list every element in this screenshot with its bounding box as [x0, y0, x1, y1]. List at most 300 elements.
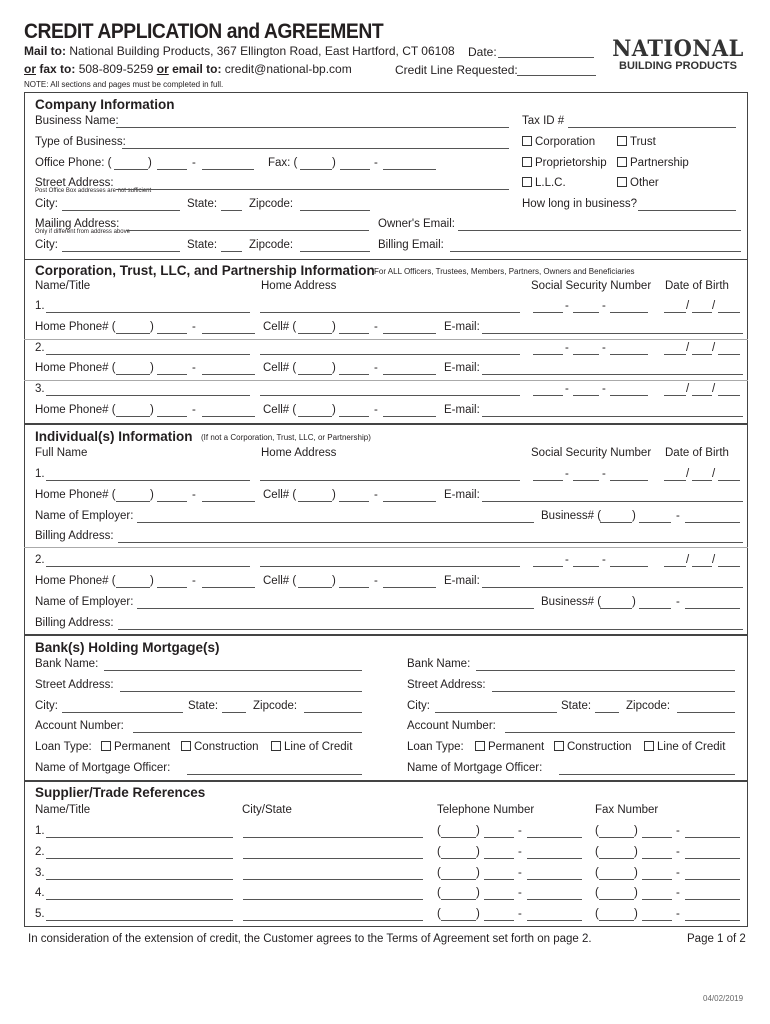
corp-cell-line[interactable] — [383, 333, 436, 334]
corp-home-line[interactable] — [202, 416, 255, 417]
slash: / — [712, 554, 716, 566]
bank-account-field[interactable] — [133, 732, 362, 733]
ind-cell-line[interactable] — [383, 587, 436, 588]
individual-section-title: Individual(s) Information — [35, 429, 193, 444]
corp-name-field[interactable] — [46, 354, 250, 355]
dash: - — [565, 300, 569, 312]
ind-home-area[interactable] — [116, 501, 150, 502]
corp-email-field[interactable] — [482, 416, 743, 417]
corp-home-prefix[interactable] — [157, 374, 187, 375]
ref-phone-prefix[interactable] — [484, 879, 514, 880]
corp-dob-d[interactable] — [692, 395, 712, 396]
proprietorship-checkbox[interactable] — [522, 157, 607, 169]
ref-name-field[interactable] — [46, 858, 233, 859]
ind-business-prefix[interactable] — [639, 608, 671, 609]
corp-address-field[interactable] — [260, 395, 520, 396]
ind-business-label: Business# ( — [541, 510, 602, 522]
company-fax-area[interactable] — [300, 169, 332, 170]
paren: ( — [437, 866, 441, 879]
corp-cell-area[interactable] — [298, 374, 332, 375]
row-number: 2. — [35, 845, 45, 858]
type-of-business-field[interactable] — [122, 148, 509, 149]
ref-phone-line[interactable] — [527, 899, 582, 900]
corp-dob-d[interactable] — [692, 312, 712, 313]
ref-phone-prefix[interactable] — [484, 858, 514, 859]
corp-dob-y[interactable] — [718, 395, 740, 396]
dash: - — [192, 157, 196, 169]
paren: ( — [595, 908, 599, 921]
ind-cell-area[interactable] — [298, 587, 332, 588]
ref-name-field[interactable] — [46, 837, 233, 838]
ref-phone-line[interactable] — [527, 837, 582, 838]
ref-city-field[interactable] — [243, 837, 423, 838]
ind-name-field[interactable] — [46, 480, 250, 481]
bank-name-field[interactable] — [104, 670, 362, 671]
ind-name-field[interactable] — [46, 566, 250, 567]
bank-zipcode-field[interactable] — [304, 712, 362, 713]
mail-label: Mail to: — [24, 44, 66, 58]
ind-home-line[interactable] — [202, 501, 255, 502]
corp-ssn-2[interactable] — [573, 312, 599, 313]
mail-to-line — [24, 44, 455, 58]
corp-subtitle: For ALL Officers, Trustees, Members, Partners, Owners and Beneficiaries — [374, 267, 635, 276]
bank-account-label: Account Number: — [35, 720, 124, 732]
checkbox-icon — [554, 741, 564, 751]
ref-phone-line[interactable] — [527, 879, 582, 880]
corp-cell-area[interactable] — [298, 333, 332, 334]
corp-col-address: Home Address — [261, 280, 337, 292]
corp-home-phone-label: Home Phone# ( — [35, 404, 116, 416]
corp-name-field[interactable] — [46, 395, 250, 396]
officer-label: Name of Mortgage Officer: — [407, 762, 543, 774]
ref-phone-prefix[interactable] — [484, 899, 514, 900]
row-number: 5. — [35, 908, 45, 921]
ind-billing-field[interactable] — [118, 542, 743, 543]
corp-address-field[interactable] — [260, 312, 520, 313]
partnership-checkbox[interactable] — [617, 157, 689, 169]
corp-dob-m[interactable] — [664, 395, 686, 396]
dash: - — [518, 908, 522, 921]
ind-col-address: Home Address — [261, 447, 337, 459]
dash: - — [676, 596, 680, 608]
dash: - — [676, 510, 680, 522]
checkbox-icon — [617, 136, 627, 146]
corp-ssn-1[interactable] — [533, 312, 563, 313]
paren: ) — [476, 908, 480, 921]
ind-col-ssn: Social Security Number — [531, 447, 652, 459]
paren: ( — [437, 845, 441, 858]
checkbox-icon — [522, 136, 532, 146]
dash: - — [676, 866, 680, 879]
credit-line-label: Credit Line Requested: — [395, 63, 518, 77]
dash: - — [565, 554, 569, 566]
trust-checkbox[interactable] — [617, 136, 656, 148]
corp-home-line[interactable] — [202, 374, 255, 375]
row-number: 3. — [35, 383, 45, 395]
business-name-label: Business Name: — [35, 115, 119, 127]
dash: - — [374, 575, 378, 587]
office-phone-line[interactable] — [202, 169, 254, 170]
paren: ) — [332, 489, 336, 501]
mailing-zipcode-field[interactable] — [300, 251, 370, 252]
ind-dob-m[interactable] — [664, 480, 686, 481]
note: NOTE: All sections and pages must be completed in full. — [24, 80, 224, 89]
row-number: 4. — [35, 887, 45, 900]
ind-home-prefix[interactable] — [157, 501, 187, 502]
corp-cell-prefix[interactable] — [339, 374, 369, 375]
corp-col-name: Name/Title — [35, 280, 91, 292]
loan-type-label: Loan Type: — [35, 741, 92, 753]
corp-cell-line[interactable] — [383, 416, 436, 417]
slash: / — [686, 300, 690, 312]
ind-home-line[interactable] — [202, 587, 255, 588]
mailing-city-label: City: — [35, 239, 58, 251]
ref-name-field[interactable] — [46, 920, 233, 921]
other-label: Other — [630, 177, 659, 189]
corp-home-line[interactable] — [202, 333, 255, 334]
corp-dob-y[interactable] — [718, 312, 740, 313]
checkbox-icon — [522, 177, 532, 187]
type-of-business-label: Type of Business: — [35, 136, 126, 148]
corp-address-field[interactable] — [260, 354, 520, 355]
officer-field[interactable] — [187, 774, 362, 775]
ref-fax-area[interactable] — [599, 920, 634, 921]
ind-business-line[interactable] — [685, 522, 740, 523]
company-section-title: Company Information — [35, 97, 175, 112]
corp-email-label: E-mail: — [444, 404, 480, 416]
dash: - — [676, 887, 680, 900]
version-date: 04/02/2019 — [703, 994, 744, 1003]
ind-billing-field[interactable] — [118, 629, 743, 630]
slash: / — [712, 300, 716, 312]
refs-section — [24, 781, 748, 927]
ind-cell-area[interactable] — [298, 501, 332, 502]
logo-line-1: NATIONAL — [612, 36, 744, 62]
mailing-address-field[interactable] — [126, 230, 369, 231]
ind-home-phone-label: Home Phone# ( — [35, 489, 116, 501]
mailing-address-label: Mailing Address: — [35, 218, 120, 230]
corp-ssn-1[interactable] — [533, 395, 563, 396]
company-fax-line[interactable] — [383, 169, 436, 170]
bank-name-field[interactable] — [476, 670, 735, 671]
checkbox-icon — [644, 741, 654, 751]
ind-cell-prefix[interactable] — [339, 587, 369, 588]
owners-email-field[interactable] — [458, 230, 741, 231]
ref-fax-prefix[interactable] — [642, 837, 672, 838]
bank-state-label: State: — [188, 700, 219, 712]
ref-phone-prefix[interactable] — [484, 920, 514, 921]
paren: ) — [632, 510, 636, 522]
ind-cell-line[interactable] — [383, 501, 436, 502]
paren: ( — [595, 866, 599, 879]
mailing-state-field[interactable] — [221, 251, 242, 252]
paren: ) — [150, 362, 154, 374]
llc-label: L.L.C. — [535, 177, 566, 189]
dash: - — [565, 342, 569, 354]
corp-email-field[interactable] — [482, 374, 743, 375]
ref-name-field[interactable] — [46, 879, 233, 880]
street-address-field[interactable] — [116, 189, 509, 190]
corp-ssn-3[interactable] — [610, 395, 648, 396]
ref-phone-area[interactable] — [441, 858, 476, 859]
bank-street-field[interactable] — [120, 691, 362, 692]
checkbox-icon — [475, 741, 485, 751]
paren: ) — [476, 866, 480, 879]
ref-city-field[interactable] — [243, 879, 423, 880]
dash: - — [518, 866, 522, 879]
construction-label: Construction — [194, 741, 259, 753]
ref-city-field[interactable] — [243, 858, 423, 859]
ind-dob-m[interactable] — [664, 566, 686, 567]
paren: ) — [332, 362, 336, 374]
bank-street-label: Street Address: — [35, 679, 114, 691]
corp-cell-prefix[interactable] — [339, 333, 369, 334]
dash: - — [192, 404, 196, 416]
checkbox-icon — [181, 741, 191, 751]
ind-home-area[interactable] — [116, 587, 150, 588]
ref-phone-area[interactable] — [441, 899, 476, 900]
permanent-checkbox[interactable] — [101, 741, 170, 753]
ref-fax-area[interactable] — [599, 879, 634, 880]
ref-fax-area[interactable] — [599, 899, 634, 900]
bank-state-field[interactable] — [222, 712, 246, 713]
ind-ssn-3[interactable] — [610, 480, 648, 481]
corp-dob-m[interactable] — [664, 312, 686, 313]
paren: ) — [632, 596, 636, 608]
ref-fax-area[interactable] — [599, 858, 634, 859]
ind-col-dob: Date of Birth — [665, 447, 729, 459]
billing-email-field[interactable] — [450, 251, 741, 252]
ind-address-field[interactable] — [260, 480, 520, 481]
bank-zipcode-label: Zipcode: — [253, 700, 298, 712]
paren: ( — [437, 887, 441, 900]
bank-street-label: Street Address: — [407, 679, 486, 691]
corp-home-prefix[interactable] — [157, 333, 187, 334]
ind-home-prefix[interactable] — [157, 587, 187, 588]
corp-cell-line[interactable] — [383, 374, 436, 375]
office-phone-prefix[interactable] — [157, 169, 187, 170]
ref-city-field[interactable] — [243, 899, 423, 900]
bank-account-field[interactable] — [505, 732, 735, 733]
divider — [24, 547, 748, 548]
corp-cell-label: Cell# ( — [263, 321, 297, 333]
bank-zipcode-label: Zipcode: — [626, 700, 671, 712]
dash: - — [602, 300, 606, 312]
how-long-field[interactable] — [638, 210, 736, 211]
corp-email-field[interactable] — [482, 333, 743, 334]
ind-cell-label: Cell# ( — [263, 575, 297, 587]
ref-phone-area[interactable] — [441, 879, 476, 880]
ref-fax-line[interactable] — [685, 879, 740, 880]
paren: ) — [634, 845, 638, 858]
ref-fax-prefix[interactable] — [642, 920, 672, 921]
fax-email-line — [24, 62, 352, 76]
mailing-city-field[interactable] — [62, 251, 180, 252]
trust-label: Trust — [630, 136, 656, 148]
checkbox-icon — [101, 741, 111, 751]
fax-label: fax to: — [39, 62, 76, 76]
corp-ssn-1[interactable] — [533, 354, 563, 355]
ref-fax-area[interactable] — [599, 837, 634, 838]
paren: ) — [332, 404, 336, 416]
ind-dob-y[interactable] — [718, 480, 740, 481]
ref-city-field[interactable] — [243, 920, 423, 921]
owners-email-label: Owner's Email: — [378, 218, 455, 230]
bank-name-label: Bank Name: — [407, 658, 471, 670]
bank-street-field[interactable] — [492, 691, 735, 692]
corp-home-area[interactable] — [116, 333, 150, 334]
ind-employer-label: Name of Employer: — [35, 596, 134, 608]
ind-ssn-1[interactable] — [533, 480, 563, 481]
company-fax-prefix[interactable] — [340, 169, 370, 170]
ref-fax-prefix[interactable] — [642, 899, 672, 900]
dash: - — [565, 468, 569, 480]
other-checkbox[interactable] — [617, 177, 659, 189]
dash: - — [602, 554, 606, 566]
dash: - — [518, 825, 522, 837]
logo-line-2: BUILDING PRODUCTS — [619, 60, 737, 72]
ind-ssn-2[interactable] — [573, 566, 599, 567]
llc-checkbox[interactable] — [522, 177, 566, 189]
corp-ssn-3[interactable] — [610, 312, 648, 313]
ref-fax-prefix[interactable] — [642, 879, 672, 880]
ref-fax-line[interactable] — [685, 837, 740, 838]
ind-business-label: Business# ( — [541, 596, 602, 608]
credit-line-field[interactable] — [517, 75, 596, 76]
corp-dob-m[interactable] — [664, 354, 686, 355]
paren: ) — [150, 404, 154, 416]
ind-business-line[interactable] — [685, 608, 740, 609]
ind-address-field[interactable] — [260, 566, 520, 567]
ref-fax-line[interactable] — [685, 899, 740, 900]
ind-ssn-3[interactable] — [610, 566, 648, 567]
corp-dob-y[interactable] — [718, 354, 740, 355]
paren: ) — [150, 489, 154, 501]
corp-home-phone-label: Home Phone# ( — [35, 321, 116, 333]
mailing-note: Only if different from address above — [35, 229, 130, 235]
ind-dob-y[interactable] — [718, 566, 740, 567]
corp-ssn-2[interactable] — [573, 395, 599, 396]
ind-dob-d[interactable] — [692, 566, 712, 567]
checkbox-icon — [617, 157, 627, 167]
corp-ssn-2[interactable] — [573, 354, 599, 355]
corp-home-area[interactable] — [116, 374, 150, 375]
corp-name-field[interactable] — [46, 312, 250, 313]
business-name-field[interactable] — [116, 127, 509, 128]
zipcode-field[interactable] — [300, 210, 370, 211]
ind-business-area[interactable] — [600, 608, 632, 609]
dash: - — [374, 321, 378, 333]
paren: ) — [148, 157, 152, 169]
corp-dob-d[interactable] — [692, 354, 712, 355]
bank-zipcode-field[interactable] — [677, 712, 735, 713]
dash: - — [602, 342, 606, 354]
ind-email-field[interactable] — [482, 587, 743, 588]
slash: / — [712, 383, 716, 395]
city-field[interactable] — [62, 210, 180, 211]
construction-checkbox[interactable] — [554, 741, 632, 753]
corp-home-prefix[interactable] — [157, 416, 187, 417]
paren: ) — [150, 321, 154, 333]
line-of-credit-label: Line of Credit — [657, 741, 726, 753]
ref-fax-line[interactable] — [685, 920, 740, 921]
corp-home-area[interactable] — [116, 416, 150, 417]
office-phone-area[interactable] — [114, 169, 148, 170]
line-of-credit-checkbox[interactable] — [271, 741, 352, 753]
dash: - — [602, 383, 606, 395]
corp-cell-prefix[interactable] — [339, 416, 369, 417]
row-number: 1. — [35, 468, 45, 480]
bank-state-field[interactable] — [595, 712, 619, 713]
row-number: 2. — [35, 342, 45, 354]
ref-phone-area[interactable] — [441, 920, 476, 921]
dash: - — [602, 468, 606, 480]
state-field[interactable] — [221, 210, 242, 211]
ref-phone-prefix[interactable] — [484, 837, 514, 838]
mailing-state-label: State: — [187, 239, 218, 251]
refs-col-phone: Telephone Number — [437, 804, 535, 816]
permanent-checkbox[interactable] — [475, 741, 544, 753]
dash: - — [676, 825, 680, 837]
tax-id-field[interactable] — [568, 127, 736, 128]
ind-dob-d[interactable] — [692, 480, 712, 481]
mail-address: National Building Products, 367 Ellington Road, East Hartford, CT 06108 — [69, 44, 455, 58]
ref-fax-line[interactable] — [685, 858, 740, 859]
ref-phone-line[interactable] — [527, 920, 582, 921]
ref-fax-prefix[interactable] — [642, 858, 672, 859]
paren: ) — [634, 887, 638, 900]
ind-business-prefix[interactable] — [639, 522, 671, 523]
ind-ssn-1[interactable] — [533, 566, 563, 567]
bank-city-field[interactable] — [62, 712, 183, 713]
or-1: or — [24, 62, 36, 76]
paren: ) — [476, 825, 480, 837]
permanent-label: Permanent — [114, 741, 171, 753]
fax-number: 508-809-5259 — [78, 62, 154, 76]
ind-employer-field[interactable] — [137, 608, 534, 609]
ref-phone-line[interactable] — [527, 858, 582, 859]
corp-cell-area[interactable] — [298, 416, 332, 417]
divider — [24, 380, 748, 381]
proprietorship-label: Proprietorship — [535, 157, 607, 169]
ref-name-field[interactable] — [46, 899, 233, 900]
construction-checkbox[interactable] — [181, 741, 259, 753]
officer-field[interactable] — [559, 774, 735, 775]
ind-employer-field[interactable] — [137, 522, 534, 523]
dash: - — [676, 845, 680, 858]
corp-ssn-3[interactable] — [610, 354, 648, 355]
ind-ssn-2[interactable] — [573, 480, 599, 481]
ind-col-name: Full Name — [35, 447, 88, 459]
date-field[interactable] — [498, 57, 594, 58]
dash: - — [518, 887, 522, 900]
ind-business-area[interactable] — [600, 522, 632, 523]
city-label: City: — [35, 198, 58, 210]
ref-phone-area[interactable] — [441, 837, 476, 838]
line-of-credit-checkbox[interactable] — [644, 741, 725, 753]
page-title: CREDIT APPLICATION and AGREEMENT — [24, 20, 384, 43]
email-label: email to: — [172, 62, 222, 76]
corporation-checkbox[interactable] — [522, 136, 595, 148]
bank-city-field[interactable] — [435, 712, 557, 713]
or-2: or — [156, 62, 169, 76]
bank-name-label: Bank Name: — [35, 658, 99, 670]
ind-cell-prefix[interactable] — [339, 501, 369, 502]
po-box-note: Post Office Box addresses are not sufficient — [35, 188, 152, 194]
logo — [607, 36, 749, 72]
ind-email-field[interactable] — [482, 501, 743, 502]
slash: / — [686, 468, 690, 480]
